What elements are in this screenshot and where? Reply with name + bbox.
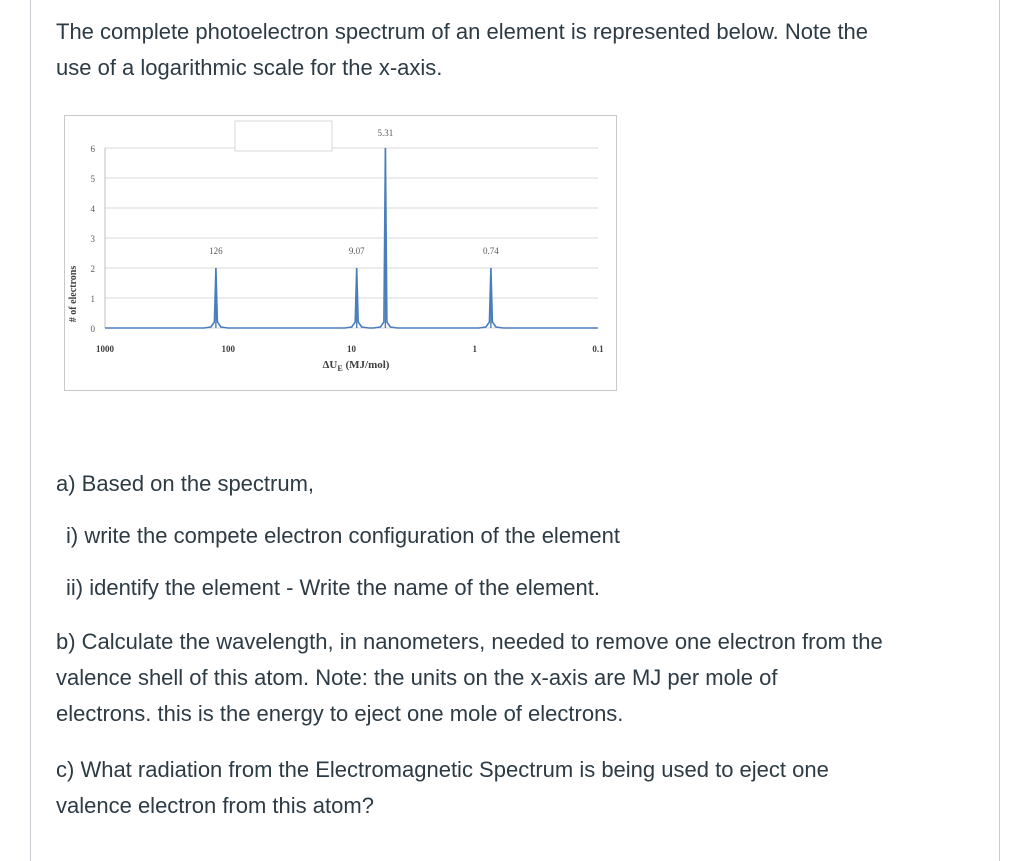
question-c-line-1: c) What radiation from the Electromagnetic Spectrum is being used to eject one bbox=[56, 757, 829, 782]
peak-label-126: 126 bbox=[209, 246, 223, 256]
x-tick-labels bbox=[96, 344, 604, 354]
grid-layer bbox=[105, 148, 598, 328]
x-tick-label-1000: 1000 bbox=[96, 344, 114, 354]
legend-box bbox=[235, 121, 332, 151]
y-tick-label-6: 6 bbox=[90, 144, 95, 154]
intro-text bbox=[56, 14, 986, 86]
y-tick-label-5: 5 bbox=[90, 174, 95, 184]
question-c bbox=[56, 752, 986, 824]
peak-label-9.07: 9.07 bbox=[348, 246, 365, 256]
y-tick-label-3: 3 bbox=[90, 234, 95, 244]
question-b-line-2: valence shell of this atom. Note: the units on the x-axis are MJ per mole of bbox=[56, 665, 778, 690]
peak-label-0.74: 0.74 bbox=[482, 246, 499, 256]
pes-chart-svg bbox=[65, 116, 618, 392]
question-b-line-1: b) Calculate the wavelength, in nanometers, needed to remove one electron from the bbox=[56, 629, 883, 654]
peak-label-5.31: 5.31 bbox=[377, 128, 394, 138]
y-tick-label-2: 2 bbox=[90, 264, 95, 274]
y-tick-label-1: 1 bbox=[90, 294, 95, 304]
intro-line-1: The complete photoelectron spectrum of an element is represented below. Note the bbox=[56, 19, 869, 44]
x-tick-label-100: 100 bbox=[221, 344, 235, 354]
question-a-i: i) write the compete electron configuration of the element bbox=[66, 523, 620, 548]
y-tick-label-4: 4 bbox=[90, 204, 95, 214]
x-axis-label: $\Delta U_E$ (MJ/mol) bbox=[322, 359, 390, 373]
pes-chart bbox=[64, 115, 617, 391]
x-tick-label-10: 10 bbox=[347, 344, 356, 354]
question-a: a) Based on the spectrum, bbox=[56, 471, 315, 496]
question-b-line-3: electrons. this is the energy to eject one mole of electrons. bbox=[56, 701, 624, 726]
y-tick-label-0: 0 bbox=[90, 324, 95, 334]
x-tick-label-1: 1 bbox=[472, 344, 477, 354]
question-a-ii: ii) identify the element - Write the name of the element. bbox=[66, 575, 600, 600]
y-axis-label: # of electrons bbox=[68, 265, 79, 323]
intro-line-2: use of a logarithmic scale for the x-axis. bbox=[56, 55, 443, 80]
question-c-line-2: valence electron from this atom? bbox=[56, 793, 374, 818]
x-tick-label-0.1: 0.1 bbox=[592, 344, 604, 354]
y-tick-labels bbox=[91, 144, 96, 334]
question-b bbox=[56, 624, 986, 732]
